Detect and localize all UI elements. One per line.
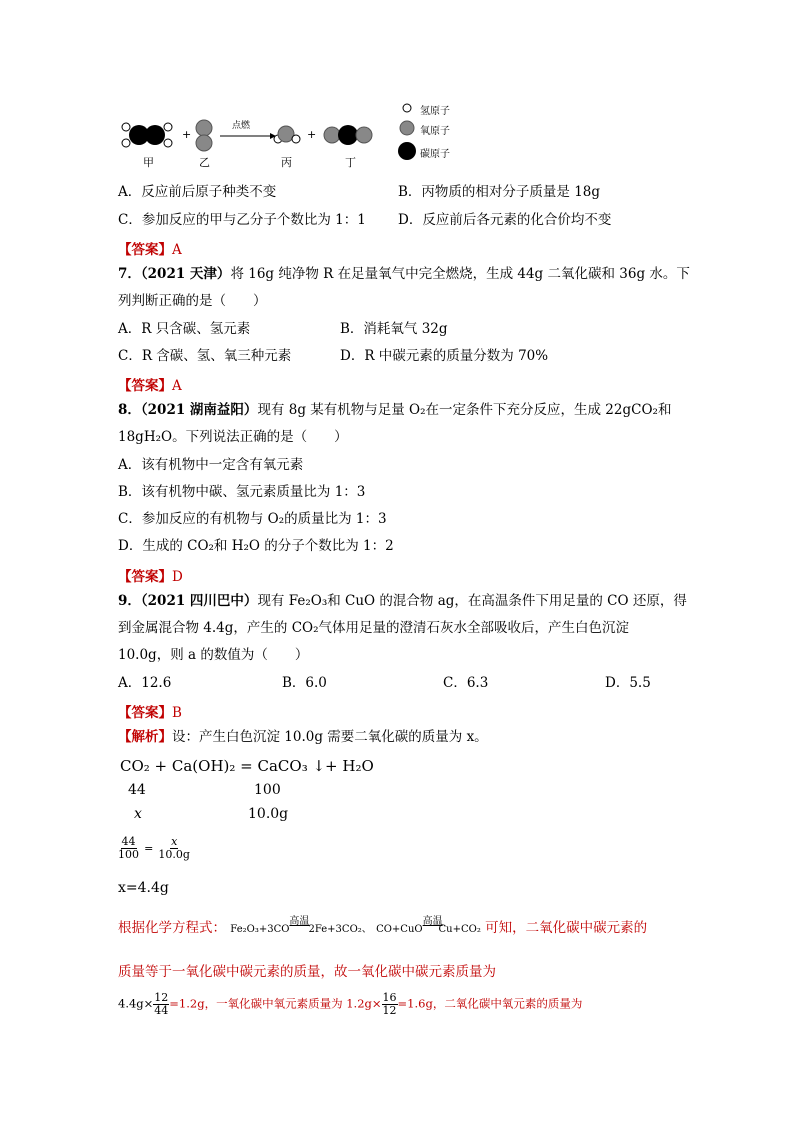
q9-stem-line2: 到金属混合物 4.4g，产生的 CO₂气体用足量的澄清石灰水全部吸收后，产生白色沉淀 bbox=[118, 620, 630, 636]
plus-sign: + bbox=[307, 128, 317, 141]
carbon-atom bbox=[338, 125, 358, 145]
q9-answer: 【答案】B bbox=[118, 705, 182, 721]
q7-answer: 【答案】A bbox=[118, 378, 182, 394]
molecule-ding bbox=[324, 125, 372, 145]
q8-option-d: D．生成的 CO₂和 H₂O 的分子个数比为 1：2 bbox=[118, 538, 394, 554]
label-ding: 丁 bbox=[345, 156, 356, 169]
mass-caco3: 10.0g bbox=[248, 806, 289, 822]
q7-option-c: C．R 含碳、氢、氧三种元素 bbox=[118, 348, 292, 364]
q9-option-a: A．12.6 bbox=[118, 675, 172, 691]
q6-option-b: B．丙物质的相对分子质量是 18g bbox=[398, 184, 601, 200]
molar-mass-caco3: 100 bbox=[254, 782, 281, 798]
q7-stem-line1: 7．（2021 天津）将 16g 纯净物 R 在足量氧气中完全燃烧，生成 44g 二氧化碳和 36g 水。下 bbox=[118, 266, 690, 282]
q9-option-c: C．6.3 bbox=[443, 675, 489, 691]
hydrogen-atom bbox=[164, 123, 172, 131]
q6-option-d: D．反应前后各元素的化合价均不变 bbox=[398, 212, 612, 228]
hydrogen-atom bbox=[164, 139, 172, 147]
molecule-bing bbox=[274, 126, 300, 143]
q7-stem-line2: 列判断正确的是（ ） bbox=[118, 293, 267, 309]
result: x=4.4g bbox=[118, 880, 169, 896]
q9-analysis: 【解析】设：产生白色沉淀 10.0g 需要二氧化碳的质量为 x。 bbox=[118, 729, 488, 745]
q6-option-c: C．参加反应的甲与乙分子个数比为 1：1 bbox=[118, 212, 366, 228]
legend-carbon: 碳原子 bbox=[420, 149, 450, 160]
oxygen-atom bbox=[196, 120, 212, 136]
q9-option-d: D．5.5 bbox=[605, 675, 651, 691]
q8-stem-line1: 8．（2021 湖南益阳）现有 8g 某有机物与足量 O₂在一定条件下充分反应，生成 22gCO₂和 bbox=[118, 402, 672, 418]
q7-option-a: A．R 只含碳、氢元素 bbox=[118, 321, 251, 337]
explanation-line3: 4.4g× $\frac{12}{44}$ =1.2g，一氧化碳中氧元素质量为 1.2g× $\frac{16}{12}$ =1.6g，二氧化碳中氧元素的质量为 bbox=[118, 991, 583, 1017]
plus-sign: + bbox=[182, 128, 192, 141]
q8-option-a: A．该有机物中一定含有氧元素 bbox=[118, 457, 304, 473]
legend-oxygen-icon bbox=[400, 121, 414, 135]
q6-answer: 【答案】A bbox=[118, 242, 182, 258]
q7-option-d: D．R 中碳元素的质量分数为 70% bbox=[340, 348, 549, 364]
q9-stem-line1: 9．（2021 四川巴中）现有 Fe₂O₃和 CuO 的混合物 ag，在高温条件下用足量的 CO 还原，得 bbox=[118, 593, 687, 609]
oxygen-atom bbox=[196, 135, 212, 151]
legend-oxygen: 氧原子 bbox=[420, 126, 450, 137]
molecule-yi bbox=[196, 120, 212, 151]
q9-stem-line3: 10.0g，则 a 的数值为（ ） bbox=[118, 647, 309, 663]
hydrogen-atom bbox=[292, 135, 300, 143]
molecule-jia bbox=[122, 123, 172, 147]
legend-hydrogen-icon bbox=[403, 104, 411, 112]
label-yi: 乙 bbox=[199, 156, 210, 169]
hydrogen-atom bbox=[122, 123, 130, 131]
q8-answer: 【答案】D bbox=[118, 569, 183, 585]
arrow-label: 点燃 bbox=[232, 121, 251, 131]
q8-stem-line2: 18gH₂O。下列说法正确的是（ ） bbox=[118, 429, 348, 445]
q8-option-b: B．该有机物中碳、氢元素质量比为 1：3 bbox=[118, 484, 366, 500]
q7-option-b: B．消耗氧气 32g bbox=[340, 321, 448, 337]
oxygen-atom bbox=[356, 127, 372, 143]
q6-option-a: A．反应前后原子种类不变 bbox=[118, 184, 277, 200]
q9-option-b: B．6.0 bbox=[282, 675, 327, 691]
carbon-atom bbox=[145, 125, 165, 145]
oxygen-atom bbox=[324, 127, 340, 143]
proportion: $\frac{44}{100}$ = $\frac{x}{10.0g}$ bbox=[118, 835, 190, 861]
legend-hydrogen: 氢原子 bbox=[420, 106, 450, 117]
hydrogen-atom bbox=[122, 139, 130, 147]
legend-carbon-icon bbox=[398, 142, 416, 160]
explanation-line1: 根据化学方程式： Fe₂O₃+3CO 高温 2Fe+3CO₂、 CO+CuO 高温 Cu+CO₂ 可知，二氧化碳中碳元素的 bbox=[118, 916, 648, 936]
label-jia: 甲 bbox=[143, 156, 154, 169]
explanation-line2: 质量等于一氧化碳中碳元素的质量，故一氧化碳中碳元素质量为 bbox=[118, 964, 496, 980]
chemical-equation: CO₂ + Ca(OH)₂ = CaCO₃ ↓+ H₂O bbox=[120, 757, 374, 775]
molar-mass-co2: 44 bbox=[128, 782, 146, 798]
label-bing: 丙 bbox=[281, 156, 292, 169]
unknown-x: x bbox=[134, 806, 142, 822]
q8-option-c: C．参加反应的有机物与 O₂的质量比为 1：3 bbox=[118, 511, 387, 527]
